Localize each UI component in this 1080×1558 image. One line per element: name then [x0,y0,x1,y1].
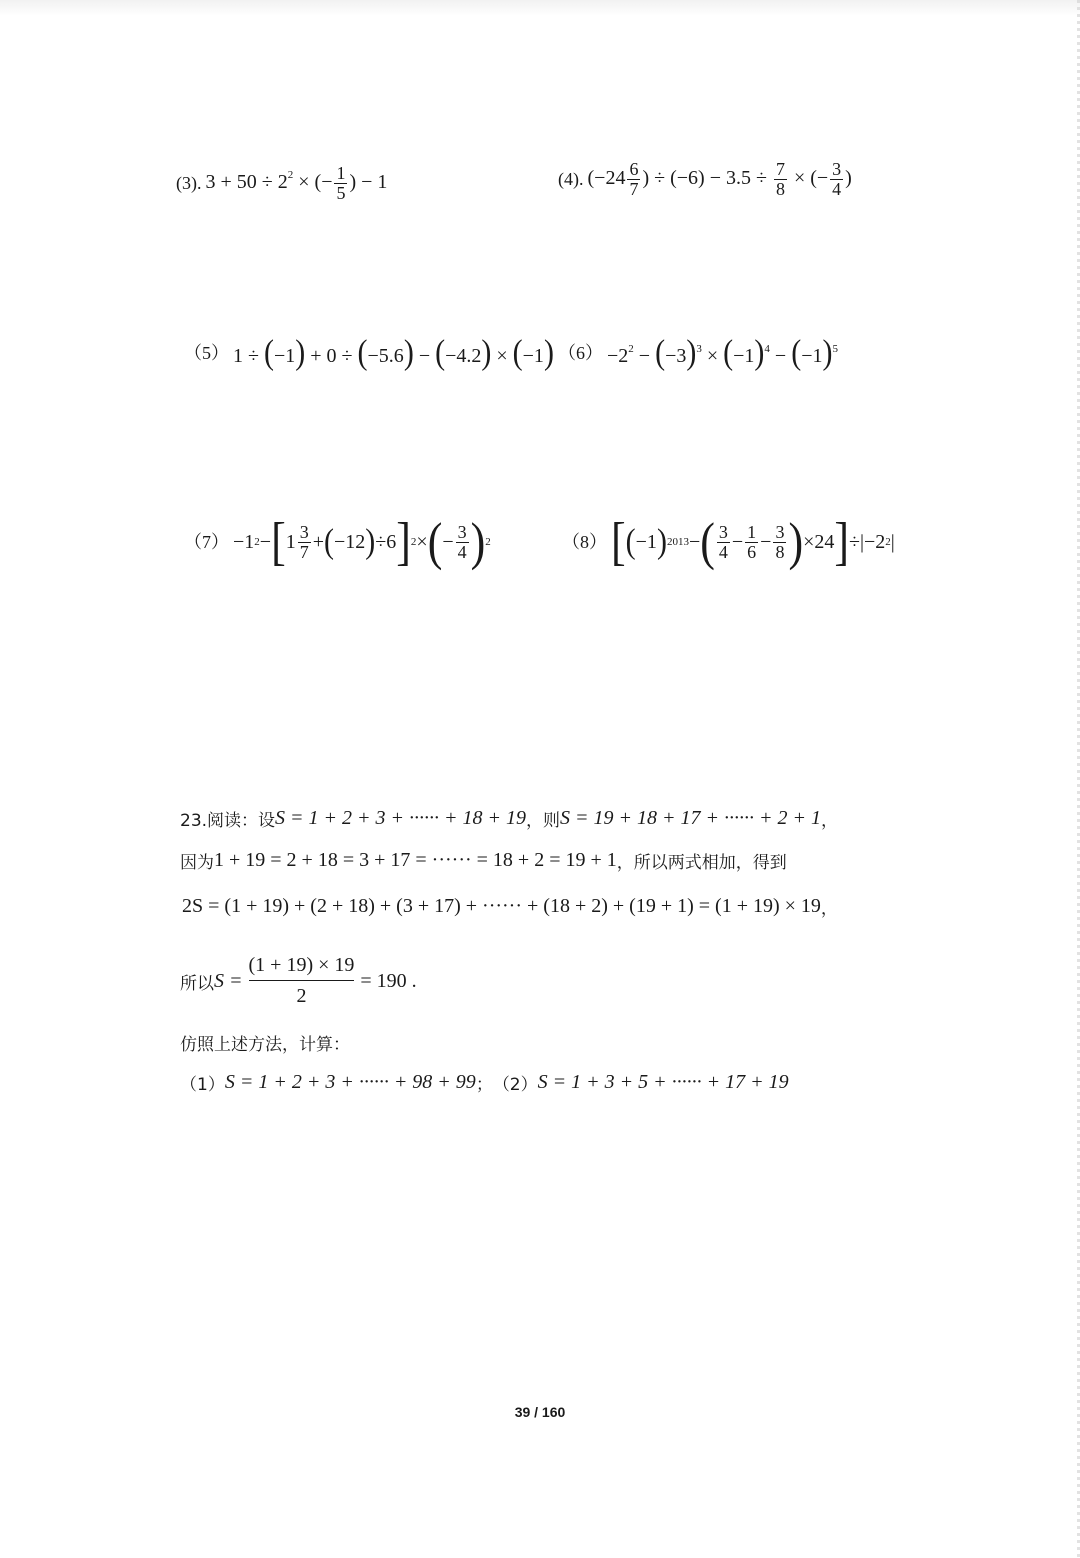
q23-sum-reverse: S = 19 + 18 + 17 + ······ + 2 + 1 [560,807,822,829]
q23-sub1-expression: S = 1 + 2 + 3 + ······ + 98 + 99 [224,1071,476,1093]
q23-subquestions [180,1070,789,1095]
q23-sub2-expression: S = 1 + 3 + 5 + ······ + 17 + 19 [537,1071,789,1093]
q23-add-text: ，所以两式相加，得到 [616,853,787,873]
q23-line-1 [180,806,838,831]
q23-sum-forward: S = 1 + 2 + 3 + ······ + 18 + 19 [275,807,527,829]
q23-s-equals: S = [214,969,243,992]
q23-then-text: ，则 [526,811,561,831]
q23-line-2 [180,848,787,873]
q23-comma: ， [821,811,839,831]
problem-7 [184,512,491,571]
q23-fraction-numerator: (1 + 19) × 19 [248,954,355,976]
q23-pair-equalities: 1 + 19 = 2 + 18 = 3 + 17 = ······ = 18 + 2 = 19 + 1 [214,849,617,871]
problem-6 [558,333,838,372]
q23-instruction [180,1030,350,1055]
q23-2s-expression: 2S = (1 + 19) + (2 + 18) + (3 + 17) + ······ + (18 + 2) + (19 + 1) = (1 + 19) × 19 [182,895,821,917]
scan-edge-top [0,0,1080,16]
q23-fraction [249,954,355,1008]
q23-comma-2: ， [820,899,838,919]
q23-so-text: 所以 [180,973,214,994]
problem-8 [562,512,895,571]
problem-7-label: （7） [184,532,229,552]
problem-3-label: (3). [176,173,202,194]
problem-8-expr: [ ( −1 ) 2013 − ( $\frac{3}{4}$ − $\frac{1}{6}$ − $\frac{3}{8}$ ) ×24 ] ÷|−2 2 | [611,512,895,571]
q23-line-4 [180,954,417,1008]
problem-5 [184,333,554,372]
problem-3-expr: $3 + 50 \div 2^2$ × (− $\frac{1}{5}$ ) − 1 [205,163,388,203]
problem-4 [558,160,852,199]
problem-5-expr: 1 ÷ (−1) + 0 ÷ (−5.6) − (−4.2) × (−1) [233,333,554,372]
q23-intro-text: 23.阅读：设 [180,811,276,831]
q23-sub1-label: （1） [180,1075,225,1095]
problem-6-expr: $-2^2 - (-3)^3 \times (-1)^4 - (-1)^5$ [607,333,838,372]
problem-7-expr: −1 2 − [ 1 $\frac{3}{7}$ + ( −12 ) ÷6 ] 2 × ( − $\frac{3}{4}$ ) 2 [233,512,491,571]
problem-3 [176,164,387,203]
q23-fraction-denominator: 2 [249,980,355,1008]
problem-4-expr: (−24 $\frac{6}{7}$ ) ÷ (−6) − 3.5 ÷ $\frac{7}{8}$ × (− $\frac{3}{4}$ ) [587,159,852,199]
problem-4-label: (4). [558,169,584,190]
q23-separator: ； [475,1075,493,1095]
problem-5-label: （5） [184,343,229,363]
q23-instruction-text: 仿照上述方法，计算： [180,1035,350,1055]
page-number: 39 / 160 [514,1404,566,1420]
q23-result: = 190 . [360,969,417,992]
q23-line-3 [182,894,838,919]
problem-6-label: （6） [558,343,603,363]
q23-because-text: 因为 [180,853,214,873]
problem-8-label: （8） [562,532,607,552]
q23-sub2-label: （2） [492,1075,538,1095]
